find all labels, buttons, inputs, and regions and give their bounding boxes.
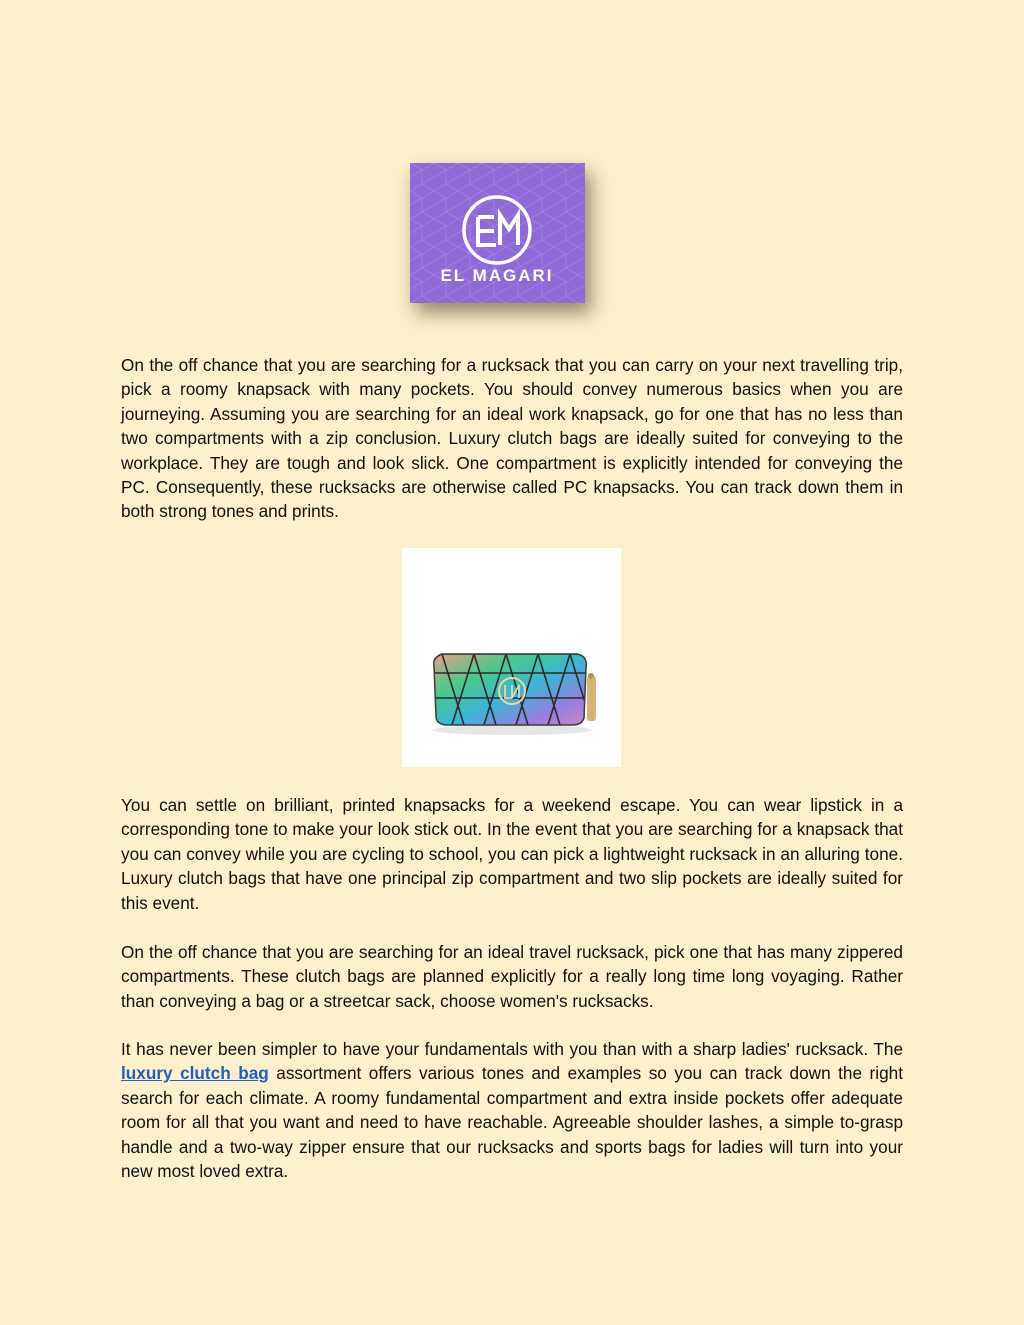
- paragraph-4-text-start: It has never been simpler to have your fundamentals with you than with a sharp ladies' rucksack. The: [121, 1039, 903, 1059]
- luxury-clutch-bag-link[interactable]: luxury clutch bag: [121, 1063, 269, 1084]
- brand-logo: [410, 163, 585, 303]
- paragraph-4: [121, 1037, 903, 1183]
- paragraph-3: On the off chance that you are searching for an ideal travel rucksack, pick one that has many zippered compartments. These clutch bags are planned explicitly for a really long time long voyaging. Rather than conveying a bag or a streetcar sack, choose women's rucksacks.: [121, 942, 903, 1011]
- product-image-clutch-bag: [402, 548, 621, 767]
- paragraph-4-text-end: assortment offers various tones and examples so you can track down the right search for each climate. A roomy fundamental compartment and extra inside pockets offer adequate room for all that you want and need to have reachable. Agreeable shoulder lashes, a simple to-grasp handle and a two-way zipper ensure that our rucksacks and sports bags for ladies will turn into your new most loved extra.: [121, 1063, 903, 1182]
- brand-name: EL MAGARI: [440, 266, 554, 285]
- paragraph-1: On the off chance that you are searching for a rucksack that you can carry on your next travelling trip, pick a roomy knapsack with many pockets. You should convey numerous basics when you are journeying. Assuming you are searching for an ideal work knapsack, go for one that has no less than two compartments with a zip conclusion. Luxury clutch bags are ideally suited for conveying to the workplace. They are tough and look slick. One compartment is explicitly intended for conveying the PC. Consequently, these rucksacks are otherwise called PC knapsacks. You can track down them in both strong tones and prints.: [121, 355, 903, 522]
- paragraph-2: You can settle on brilliant, printed knapsacks for a weekend escape. You can wear lipstick in a corresponding tone to make your look stick out. In the event that you are searching for a knapsack that you can convey while you are cycling to school, you can pick a lightweight rucksack in an alluring tone. Luxury clutch bags that have one principal zip compartment and two slip pockets are ideally suited for this event.: [121, 795, 903, 913]
